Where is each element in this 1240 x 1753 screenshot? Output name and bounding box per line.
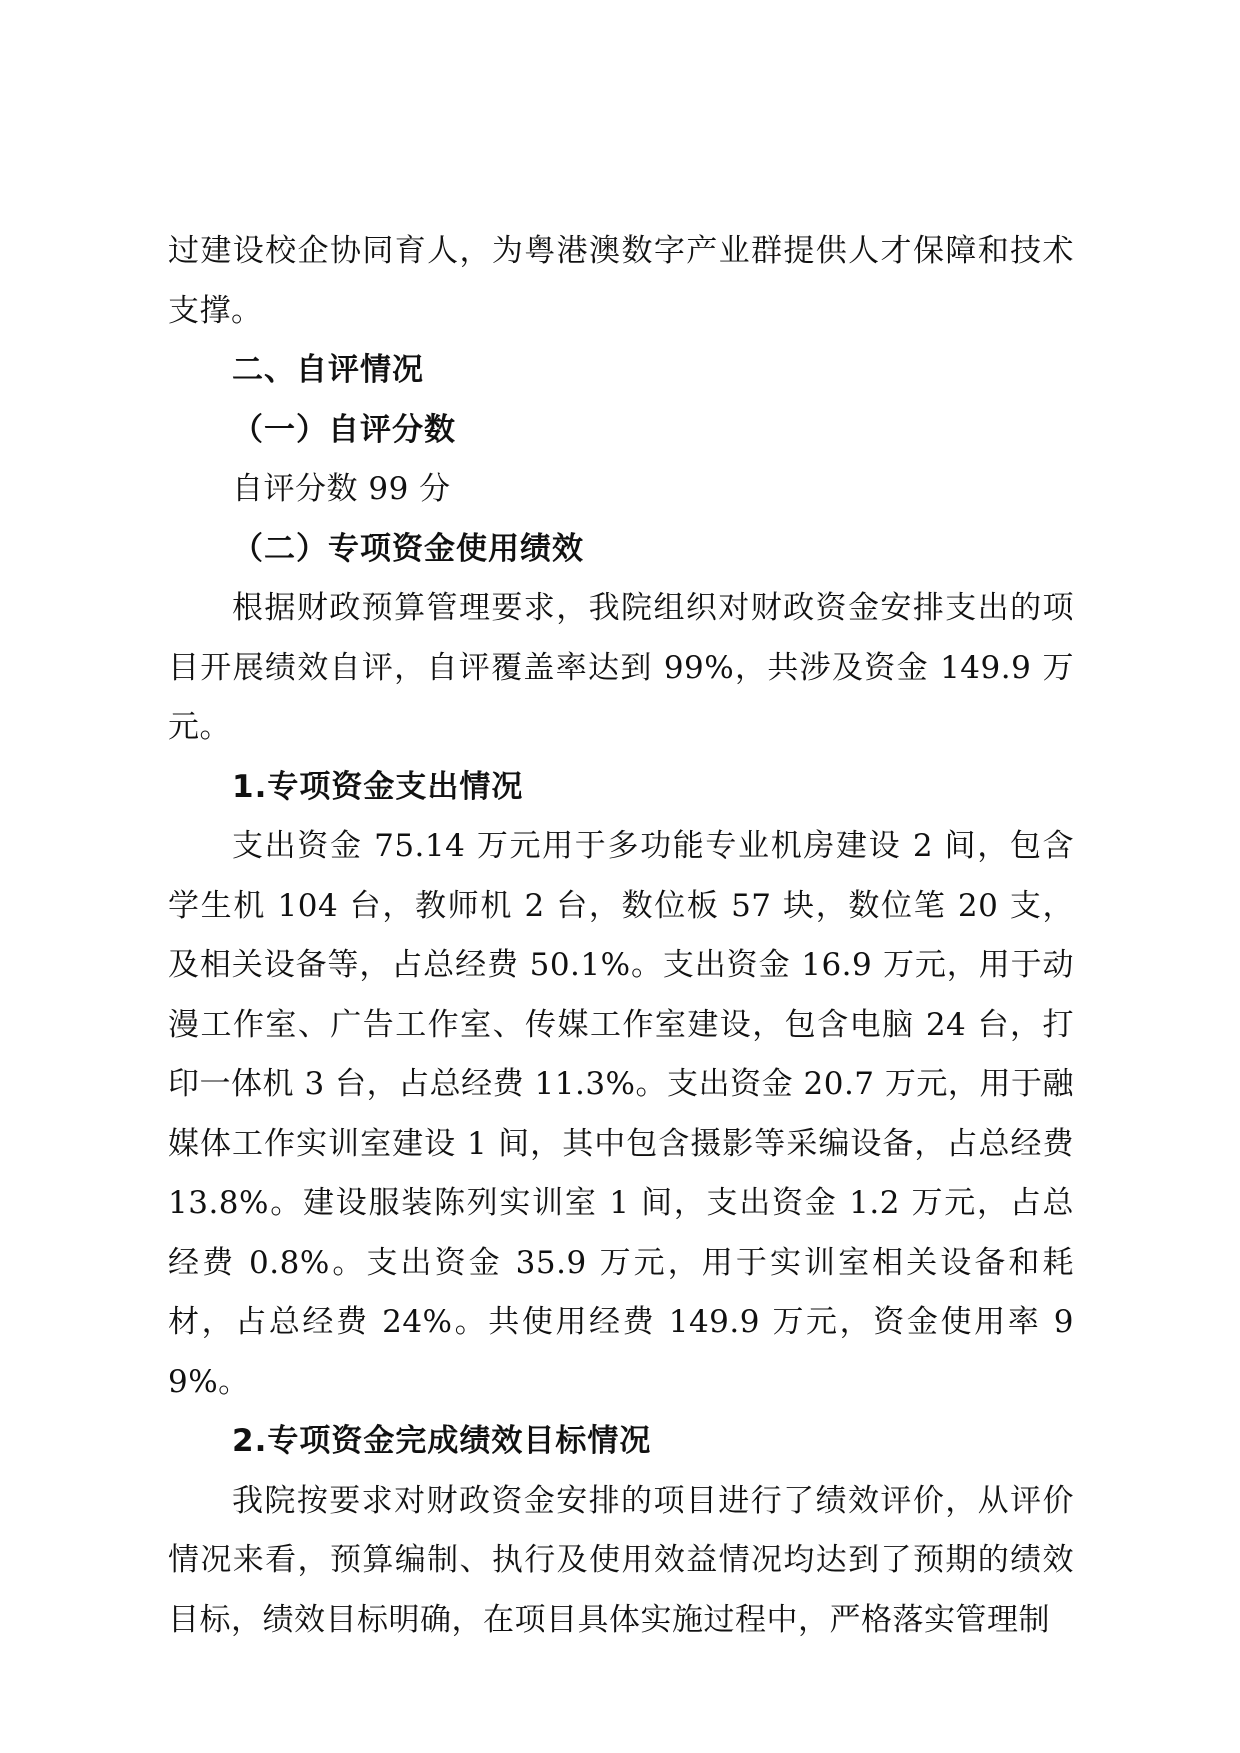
paragraph-goal-completion: 我院按要求对财政资金安排的项目进行了绩效评价，从评价情况来看，预算编制、执行及使用效益情况均达到了预期的绩效目标，绩效目标明确，在项目具体实施过程中，严格落实管理制 bbox=[168, 1482, 1074, 1638]
paragraph-continuation: 过建设校企协同育人，为粤港澳数字产业群提供人才保障和技术支撑。 bbox=[168, 233, 1074, 329]
paragraph-expenditure: 支出资金 75.14 万元用于多功能专业机房建设 2 间，包含学生机 104 台，教师机 2 台，数位板 57 块，数位笔 20 支，及相关设备等，占总经费 50.1%。支出资金 16.9 万元，用于动漫工作室、广告工作室、传媒工作室建设，包含电脑 24 台，打印一体机 3 台，占总经费 11.3%。支出资金 20.7 万元，用于融媒体工作实训室建设 1 间，其中包含摄影等采编设备，占总经费 13.8%。建设服装陈列实训室 1 间，支出资金 1.2 万元，占总经费 0.8%。支出资金 35.9 万元，用于实训室相关设备和耗材，占总经费 24%。共使用经费 149.9 万元，资金使用率 99%。 bbox=[168, 828, 1074, 1400]
document-page bbox=[168, 222, 1074, 1650]
paragraph-score: 自评分数 99 分 bbox=[232, 471, 451, 507]
subheading-goal-completion: 2.专项资金完成绩效目标情况 bbox=[232, 1423, 652, 1459]
paragraph-fund-performance: 根据财政预算管理要求，我院组织对财政资金安排支出的项目开展绩效自评，自评覆盖率达到 99%，共涉及资金 149.9 万元。 bbox=[168, 590, 1074, 745]
subheading-score: （一）自评分数 bbox=[232, 411, 456, 448]
subheading-fund-performance: （二）专项资金使用绩效 bbox=[232, 530, 584, 567]
section-heading-self-evaluation: 二、自评情况 bbox=[232, 352, 424, 388]
subheading-expenditure: 1.专项资金支出情况 bbox=[232, 768, 524, 805]
